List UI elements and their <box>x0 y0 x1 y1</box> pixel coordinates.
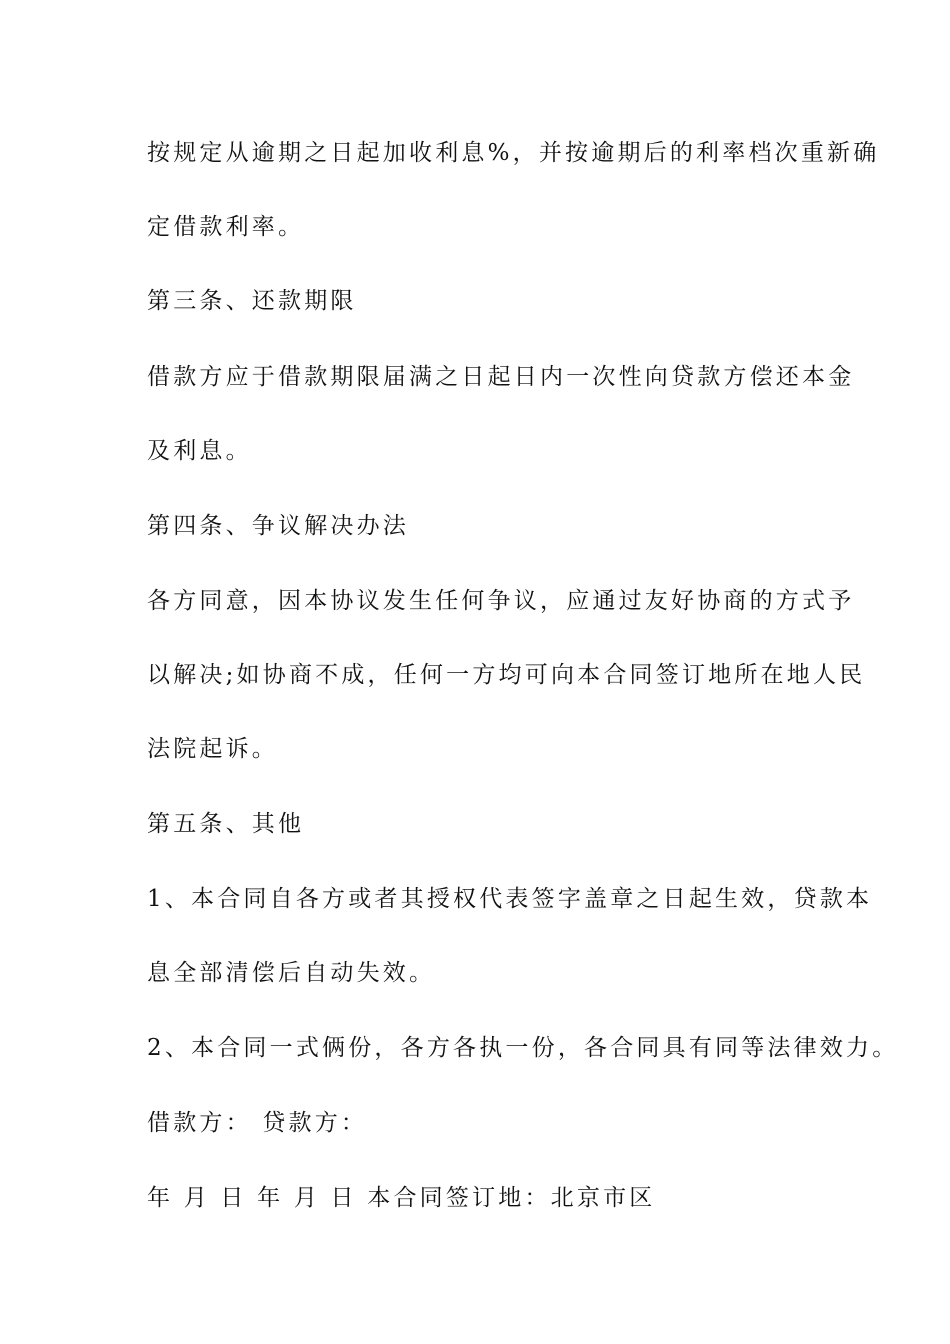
paragraph-line: 各方同意，因本协议发生任何争议，应通过友好协商的方式予 <box>147 588 855 614</box>
section-heading-4: 第四条、争议解决办法 <box>147 513 409 539</box>
paragraph-line: 定借款利率。 <box>147 214 305 240</box>
signature-date-place: 年 月 日 年 月 日 本合同签订地：北京市区 <box>147 1185 656 1211</box>
clause-item-2: 2、本合同一式俩份，各方各执一份，各合同具有同等法律效力。 <box>147 1035 899 1061</box>
paragraph-line: 借款方应于借款期限届满之日起日内一次性向贷款方偿还本金 <box>147 364 855 390</box>
section-heading-5: 第五条、其他 <box>147 811 305 837</box>
paragraph-line: 按规定从逾期之日起加收利息%，并按逾期后的利率档次重新确 <box>147 140 880 166</box>
paragraph-line: 法院起诉。 <box>147 736 278 762</box>
signature-parties: 借款方： 贷款方： <box>147 1110 368 1136</box>
clause-item-1: 1、本合同自各方或者其授权代表签字盖章之日起生效，贷款本 <box>147 886 873 912</box>
section-heading-3: 第三条、还款期限 <box>147 288 357 314</box>
paragraph-line: 以解决;如协商不成，任何一方均可向本合同签订地所在地人民 <box>147 662 866 688</box>
paragraph-line: 及利息。 <box>147 438 252 464</box>
paragraph-line: 息全部清偿后自动失效。 <box>147 960 436 986</box>
